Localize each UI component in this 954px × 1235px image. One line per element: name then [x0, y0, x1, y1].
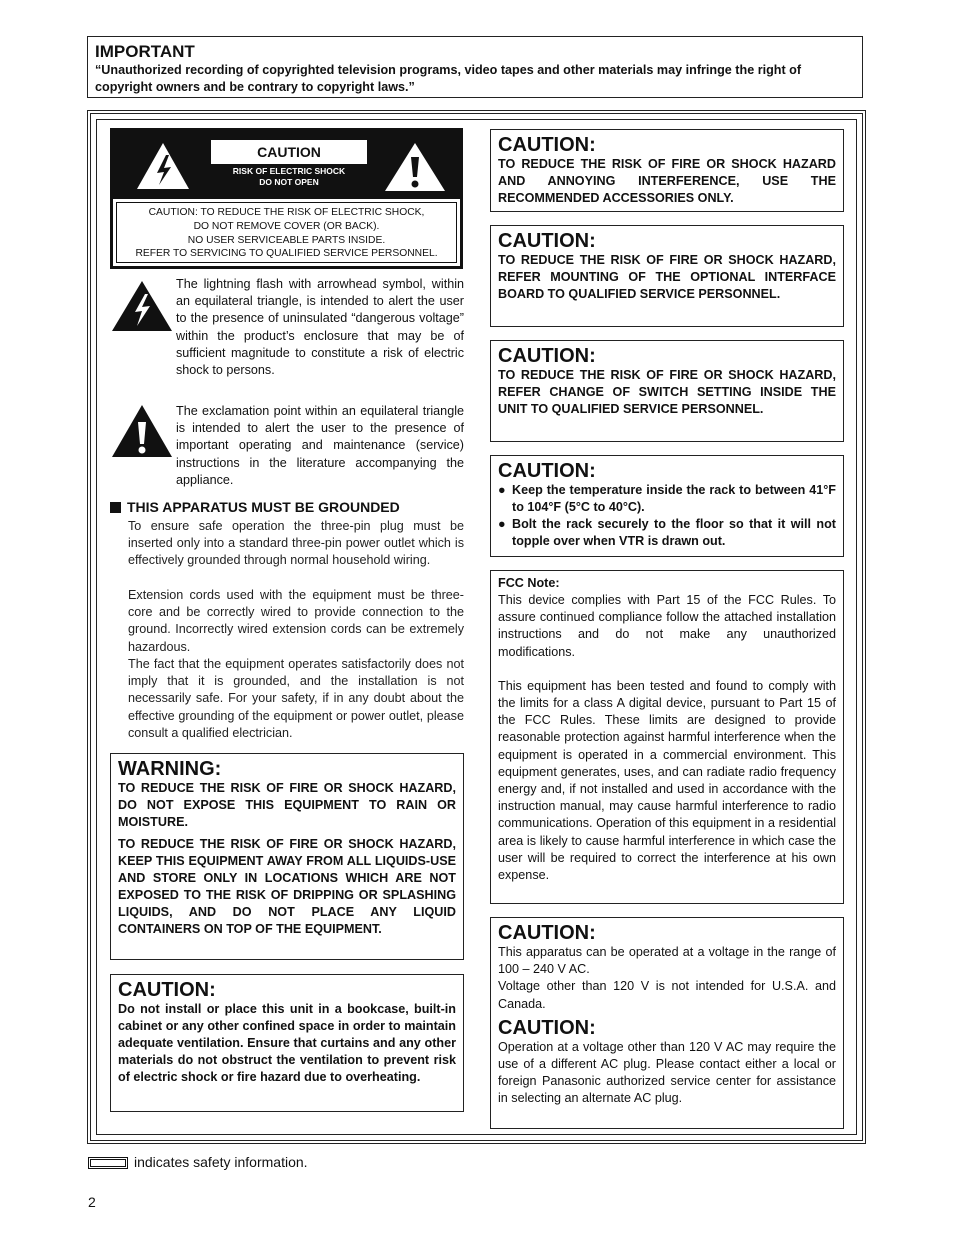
caution-label-sub1: RISK OF ELECTRIC SHOCK — [232, 166, 346, 176]
caution-label-center — [211, 140, 367, 192]
safety-legend-text: indicates safety information. — [134, 1154, 308, 1170]
caution-interface-box — [490, 225, 844, 327]
caution-rack-bullet-text: Bolt the rack securely to the floor so that it will not topple over when VTR is drawn out. — [512, 517, 836, 548]
caution-label-title: CAUTION — [211, 140, 367, 164]
caution-accessories-text: TO REDUCE THE RISK OF FIRE OR SHOCK HAZARD AND ANNOYING INTERFERENCE, USE THE RECOMMENDED ACCESSORIES ONLY. — [498, 157, 836, 205]
caution-interface-text: TO REDUCE THE RISK OF FIRE OR SHOCK HAZARD, REFER MOUNTING OF THE OPTIONAL INTERFACE BOARD TO QUALIFIED SERVICE PERSONNEL. — [498, 253, 836, 301]
safety-frame-symbol-icon — [88, 1157, 128, 1169]
caution-label-line: REFER TO SERVICING TO QUALIFIED SERVICE PERSONNEL. — [135, 248, 438, 260]
warning-heading: WARNING: — [118, 758, 222, 780]
caution-ventilation-heading: CAUTION: — [118, 979, 216, 1001]
caution-switch-heading: CAUTION: — [498, 345, 596, 367]
grounded-heading — [110, 499, 400, 516]
bullet-icon: ● — [498, 483, 506, 497]
caution-rack-heading: CAUTION: — [498, 460, 596, 482]
lightning-explanation: The lightning flash with arrowhead symbol, within an equilateral triangle, is intended to alert the user to the presence of uninsulated “dangerous voltage” within the product’s enclosure that may be of sufficient magnitude to constitute a risk of electric shock to persons. — [176, 277, 464, 378]
important-notice — [87, 36, 863, 98]
caution-label-line: CAUTION: TO REDUCE THE RISK OF ELECTRIC SHOCK, — [148, 207, 425, 218]
caution-voltage-heading: CAUTION: — [498, 922, 596, 944]
caution-rack-bullet-1 — [498, 482, 836, 516]
caution-switch-text: TO REDUCE THE RISK OF FIRE OR SHOCK HAZARD, REFER CHANGE OF SWITCH SETTING INSIDE THE UNIT TO QUALIFIED SERVICE PERSONNEL. — [498, 368, 836, 416]
caution-rack-bullet-2 — [498, 516, 836, 550]
caution-plug-paragraph: Operation at a voltage other than 120 V AC may require the use of a different AC plug. Please contact either a local or foreign Panasonic authorized service center for assistance in selecting an alternate AC plug. — [498, 1039, 836, 1106]
caution-label-sub2: DO NOT OPEN — [259, 177, 319, 187]
caution-interface-heading: CAUTION: — [498, 230, 596, 252]
square-bullet-icon — [110, 502, 121, 513]
exclamation-explanation: The exclamation point within an equilateral triangle is intended to alert the user to the presence of important operating and maintenance (service) instructions in the literature accompanying the appliance. — [176, 404, 464, 487]
bullet-icon: ● — [498, 517, 506, 531]
caution-rack-box — [490, 455, 844, 557]
caution-ventilation-text: Do not install or place this unit in a bookcase, built-in cabinet or any other confined space in order to maintain adequate ventilation. Ensure that curtains and any other materials do not obstruct the ventilation to prevent risk of electric shock or fire hazard due to overheating. — [118, 1002, 456, 1084]
lightning-triangle-icon — [135, 141, 191, 191]
caution-plug-heading: CAUTION: — [498, 1016, 596, 1039]
caution-rack-bullet-text: Keep the temperature inside the rack to between 41°F to 104°F (5°C to 40°C). — [512, 483, 836, 514]
exclamation-triangle-icon — [383, 141, 447, 193]
exclamation-symbol-icon — [111, 404, 173, 458]
caution-label-line: DO NOT REMOVE COVER (OR BACK). — [193, 220, 380, 232]
lightning-symbol-icon — [111, 280, 173, 332]
safety-legend — [88, 1154, 308, 1171]
important-heading: IMPORTANT — [95, 42, 195, 61]
fcc-note-paragraph-1: This device complies with Part 15 of the FCC Rules. To assure continued compliance follow the attached installation instructions and do not make any unauthorized modifications. — [498, 593, 836, 659]
caution-label — [110, 128, 463, 269]
warning-box — [110, 753, 464, 960]
warning-paragraph-1: TO REDUCE THE RISK OF FIRE OR SHOCK HAZARD, DO NOT EXPOSE THIS EQUIPMENT TO RAIN OR MOISTURE. — [118, 781, 456, 829]
grounded-heading-text: THIS APPARATUS MUST BE GROUNDED — [127, 499, 400, 515]
caution-voltage-box — [490, 917, 844, 1129]
caution-label-text — [116, 202, 457, 263]
warning-paragraph-2: TO REDUCE THE RISK OF FIRE OR SHOCK HAZARD, KEEP THIS EQUIPMENT AWAY FROM ALL LIQUIDS-USE AND STORE ONLY IN LOCATIONS WHICH ARE NOT EXPOSED TO THE RISK OF DRIPPING OR SPLASHING LIQUIDS, AND DO NOT PLACE ANY LIQUID CONTAINERS ON TOP OF THE EQUIPMENT. — [118, 837, 456, 936]
caution-ventilation-box — [110, 974, 464, 1112]
caution-label-header — [113, 131, 460, 199]
caution-label-line: NO USER SERVICEABLE PARTS INSIDE. — [187, 234, 386, 246]
caution-voltage-paragraph-1: This apparatus can be operated at a voltage in the range of 100 – 240 V AC. — [498, 945, 836, 977]
caution-voltage-paragraph-2: Voltage other than 120 V is not intended for U.S.A. and Canada. — [498, 979, 836, 1011]
grounded-paragraph-1: To ensure safe operation the three-pin plug must be inserted only into a standard three-pin power outlet which is effectively grounded through normal household wiring. — [128, 519, 464, 568]
fcc-note-heading: FCC Note: — [498, 576, 560, 590]
grounded-paragraph-2: Extension cords used with the equipment must be three-core and be correctly wired to provide connection to the ground. Incorrectly wired extension cords can be extremely hazardous. — [128, 588, 464, 654]
grounded-paragraph-3: The fact that the equipment operates satisfactorily does not imply that it is grounded, and the installation is not necessarily safe. For your safety, if in any doubt about the effective grounding of the equipment or power outlet, please consult a qualified electrician. — [128, 657, 464, 740]
page-number: 2 — [88, 1194, 96, 1210]
caution-accessories-heading: CAUTION: — [498, 134, 596, 156]
important-text: “Unauthorized recording of copyrighted television programs, video tapes and other materials may infringe the right of copyright owners and be contrary to copyright laws.” — [95, 63, 802, 94]
caution-accessories-box — [490, 129, 844, 212]
caution-switch-box — [490, 340, 844, 442]
fcc-note-paragraph-2: This equipment has been tested and found to comply with the limits for a class A digital device, pursuant to Part 15 of the FCC Rules. These limits are designed to provide reasonable protection against harmful interference when the equipment is operated in a commercial environment. This equipment generates, uses, and can radiate radio frequency energy and, if not installed and used in accordance with the instruction manual, may cause harmful interference to radio communications. Operation of this equipment in a residential area is likely to cause harmful interference in which case the user will be required to correct the interference at his own expense. — [498, 678, 836, 883]
fcc-note-box — [490, 570, 844, 904]
